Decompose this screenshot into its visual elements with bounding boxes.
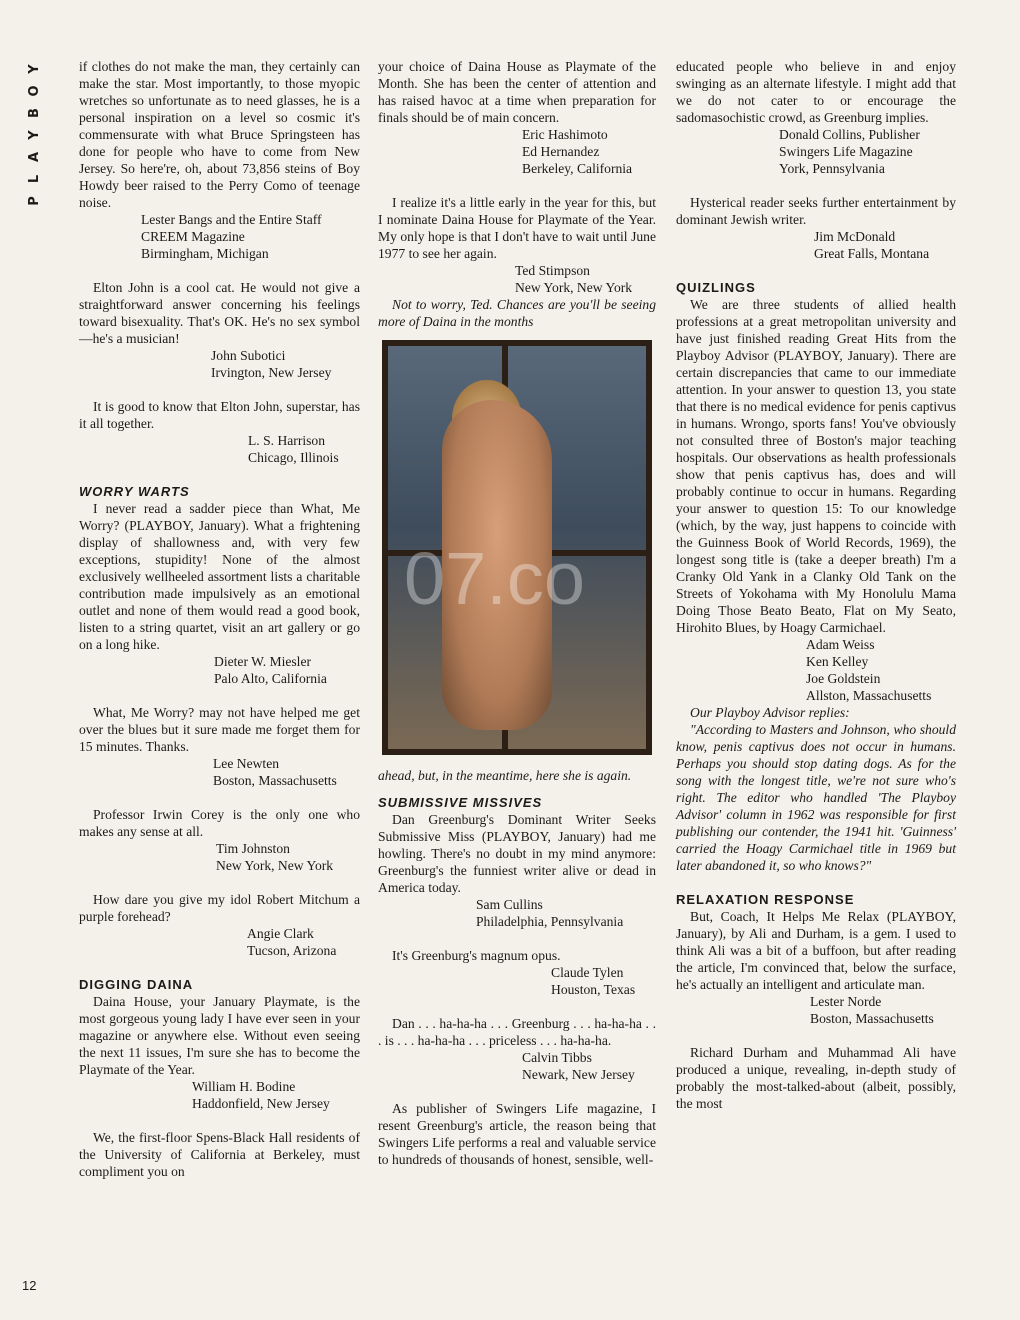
signature-line: Allston, Massachusetts [806,688,932,703]
letter-text: I never read a sadder piece than What, Me Worry? (PLAYBOY, January). What a frightening display of shallowness and, with very few exceptions, stupidity! None of the almost exclusively wellheeled assortment lists a charitable contribution made impulsively as an emotional outlet and none of them would read a good book, listen to a string quartet, visit an art gallery or go on a long hike. [79,501,360,652]
logo-letter: A [27,151,42,163]
signature-line: New York, New York [515,280,633,295]
signature-line: Ed Hernandez [522,144,600,159]
signature-line: Dieter W. Miesler [214,654,312,669]
signature [522,126,656,177]
letter-text: Dan Greenburg's Dominant Writer Seeks Submissive Miss (PLAYBOY, January) had me howling. There's no doubt in my mind anymore: Greenburg's the funniest writer alive or dead in America today. [378,812,656,895]
letter-text: We, the first-floor Spens-Black Hall residents of the University of California at Berkeley, must compliment you on [79,1130,360,1179]
signature-line: Adam Weiss [806,637,875,652]
editor-reply: "According to Masters and Johnson, who should know, penis captivus does not occur in humans. Perhaps you should stop dating dogs. As for the song with the longest title, we're not sure who's right. The editor who handled 'The Playboy Advisor' column in 1962 was responsible for first publishing our contender, the 1941 hit. 'Guinness' carried the Hoagy Carmichael title in 1969 but later abandoned it, so who knows?" [676,722,956,873]
letter-text: Elton John is a cool cat. He would not give a straightforward answer concerning his feelings toward bisexuality. That's OK. He's no sex symbol—he's a musician! [79,280,360,346]
letter-text: But, Coach, It Helps Me Relax (PLAYBOY, January), by Ali and Durham, is a gem. I used to think Ali was a bit of a buffoon, but after reading the article, I'm convinced that, below the surface, he's actually an intelligent and articulate man. [676,909,956,992]
signature-line: Great Falls, Montana [814,246,930,261]
signature [216,840,360,874]
signature-line: Ted Stimpson [515,263,590,278]
logo-letter: Y [27,64,42,74]
logo-letter: P [27,196,42,206]
signature [522,1049,656,1083]
signature-line: Lester Bangs and the Entire Staff [141,212,322,227]
signature-line: Angie Clark [247,926,314,941]
playmate-photo [382,340,652,755]
signature-line: Calvin Tibbs [522,1050,592,1065]
letter-text: Professor Irwin Corey is the only one who makes any sense at all. [79,807,360,839]
signature-line: Chicago, Illinois [248,450,339,465]
column-2 [378,58,656,1168]
letter-text: if clothes do not make the man, they certainly can make the star. Most importantly, to those myopic wretches so unfortunate as to need glasses, he is a personal inspiration on a level so cosmic it's commensurate with what Bruce Springsteen has done for people who have to come from New Jersey. So here're, oh, about 73,856 steins of Boy Howdy beer raised to the Perry Como of teenage noise. [79,59,360,210]
signature [247,925,360,959]
signature-line: Sam Cullins [476,897,543,912]
signature-line: Lee Newten [213,756,280,771]
section-heading: RELAXATION RESPONSE [676,892,855,907]
signature-line: Tim Johnston [216,841,290,856]
playboy-side-logo [24,58,46,212]
signature-line: Boston, Massachusetts [810,1011,934,1026]
signature-line: Houston, Texas [551,982,636,997]
logo-letter: Y [27,130,42,140]
letter-text: educated people who believe in and enjoy swinging as an alternate lifestyle. I might add that we do not cater to or encourage the sadomasochistic crowd, as Greenburg implies. [676,59,956,125]
letter-text: your choice of Daina House as Playmate of the Month. She has been the center of attention and has raised havoc at a time when preparation for finals should be of main concern. [378,59,656,125]
page-number: 12 [22,1278,37,1293]
section-heading: SUBMISSIVE MISSIVES [378,795,543,810]
signature [806,636,956,704]
signature-line: Haddonfield, New Jersey [192,1096,330,1111]
letter-text: What, Me Worry? may not have helped me get over the blues but it sure made me forget them for 15 minutes. Thanks. [79,705,360,754]
signature [515,262,656,296]
letter-text: I realize it's a little early in the year for this, but I nominate Daina House for Playmate of the Year. My only hope is that I don't have to wait until June 1977 to see her again. [378,195,656,261]
signature-line: Eric Hashimoto [522,127,608,142]
signature-line: Irvington, New Jersey [211,365,332,380]
letter-text: Dan . . . ha-ha-ha . . . Greenburg . . . ha-ha-ha . . . is . . . ha-ha-ha . . . priceless . . . ha-ha-ha. [378,1016,656,1048]
signature [214,653,360,687]
letter-text: It's Greenburg's magnum opus. [392,948,561,963]
signature-line: Tucson, Arizona [247,943,337,958]
signature-line: York, Pennsylvania [779,161,885,176]
signature-line: Swingers Life Magazine [779,144,913,159]
letter-text: Richard Durham and Muhammad Ali have produced a unique, revealing, in-depth study of probably the most-talked-about (albeit, possibly, the most [676,1045,956,1111]
letter-text: It is good to know that Elton John, superstar, has it all together. [79,399,360,431]
letter-text: How dare you give my idol Robert Mitchum a purple forehead? [79,892,360,924]
section-heading: DIGGING DAINA [79,977,194,992]
signature-line: Lester Norde [810,994,882,1009]
signature [192,1078,360,1112]
signature-line: L. S. Harrison [248,433,326,448]
signature-line: Newark, New Jersey [522,1067,635,1082]
signature-line: Donald Collins, Publisher [779,127,920,142]
signature-line: Jim McDonald [814,229,896,244]
signature-line: Joe Goldstein [806,671,881,686]
signature-line: Philadelphia, Pennsylvania [476,914,624,929]
editor-reply: ahead, but, in the meantime, here she is again. [378,768,632,783]
letter-text: Hysterical reader seeks further entertainment by dominant Jewish writer. [676,195,956,227]
signature-line: CREEM Magazine [141,229,245,244]
logo-letter: B [27,108,42,118]
letter-text: Daina House, your January Playmate, is the most gorgeous young lady I have ever seen in your magazine or anywhere else. Without even seeing the next 11 issues, I'm sure she has to become the Playmate of the Year. [79,994,360,1077]
logo-letter: O [27,85,42,97]
signature [213,755,360,789]
signature-line: John Subotici [211,348,286,363]
signature [248,432,360,466]
signature-line: Boston, Massachusetts [213,773,337,788]
signature [211,347,360,381]
column-3 [676,58,956,1112]
signature-line: Palo Alto, California [214,671,327,686]
editor-reply-intro: Our Playboy Advisor replies: [690,705,850,720]
signature-line: Birmingham, Michigan [141,246,269,261]
section-heading: WORRY WARTS [79,484,190,499]
signature [810,993,956,1027]
signature-line: Ken Kelley [806,654,869,669]
letter-text: As publisher of Swingers Life magazine, I resent Greenburg's article, the reason being that Swingers Life performs a real and valuable service to hundreds of thousands of honest, sensible, well- [378,1101,656,1167]
logo-letter: L [27,174,42,184]
signature-line: Berkeley, California [522,161,633,176]
signature [814,228,956,262]
letter-text: We are three students of allied health professions at a great metropolitan university and have just finished reading Great Hits from the Playboy Advisor (PLAYBOY, January). There are certain discrepancies that came to our immediate attention. In your answer to question 13, you state that there is no medical evidence for penis captivus in humans. Wrongo, sports fans! You've obviously not consulted three of Boston's major teaching hospitals. Our observations as health professionals show that penis captivus has, does and will probably continue to occur in humans. Regarding your answer to question 15: To our knowledge (which, by the way, just happens to coincide with the Guinness Book of World Records, 1969), the longest song title is (take a deeper breath) I'm a Cranky Old Yank in a Clanky Old Tank on the Streets of Yokohama with My Honolulu Mama Doing Those Beato Beato, Flat on My Seato, Hirohito Blues, by Hoagy Carmichael. [676,297,956,635]
signature [476,896,656,930]
editor-reply: Not to worry, Ted. Chances are you'll be seeing more of Daina in the months [378,297,656,329]
signature [551,964,656,998]
column-1 [79,58,360,1180]
section-heading: QUIZLINGS [676,280,756,295]
watermark: 07.co [404,537,586,620]
signature [779,126,956,177]
signature [141,211,360,262]
signature-line: Claude Tylen [551,965,624,980]
signature-line: William H. Bodine [192,1079,296,1094]
signature-line: New York, New York [216,858,334,873]
